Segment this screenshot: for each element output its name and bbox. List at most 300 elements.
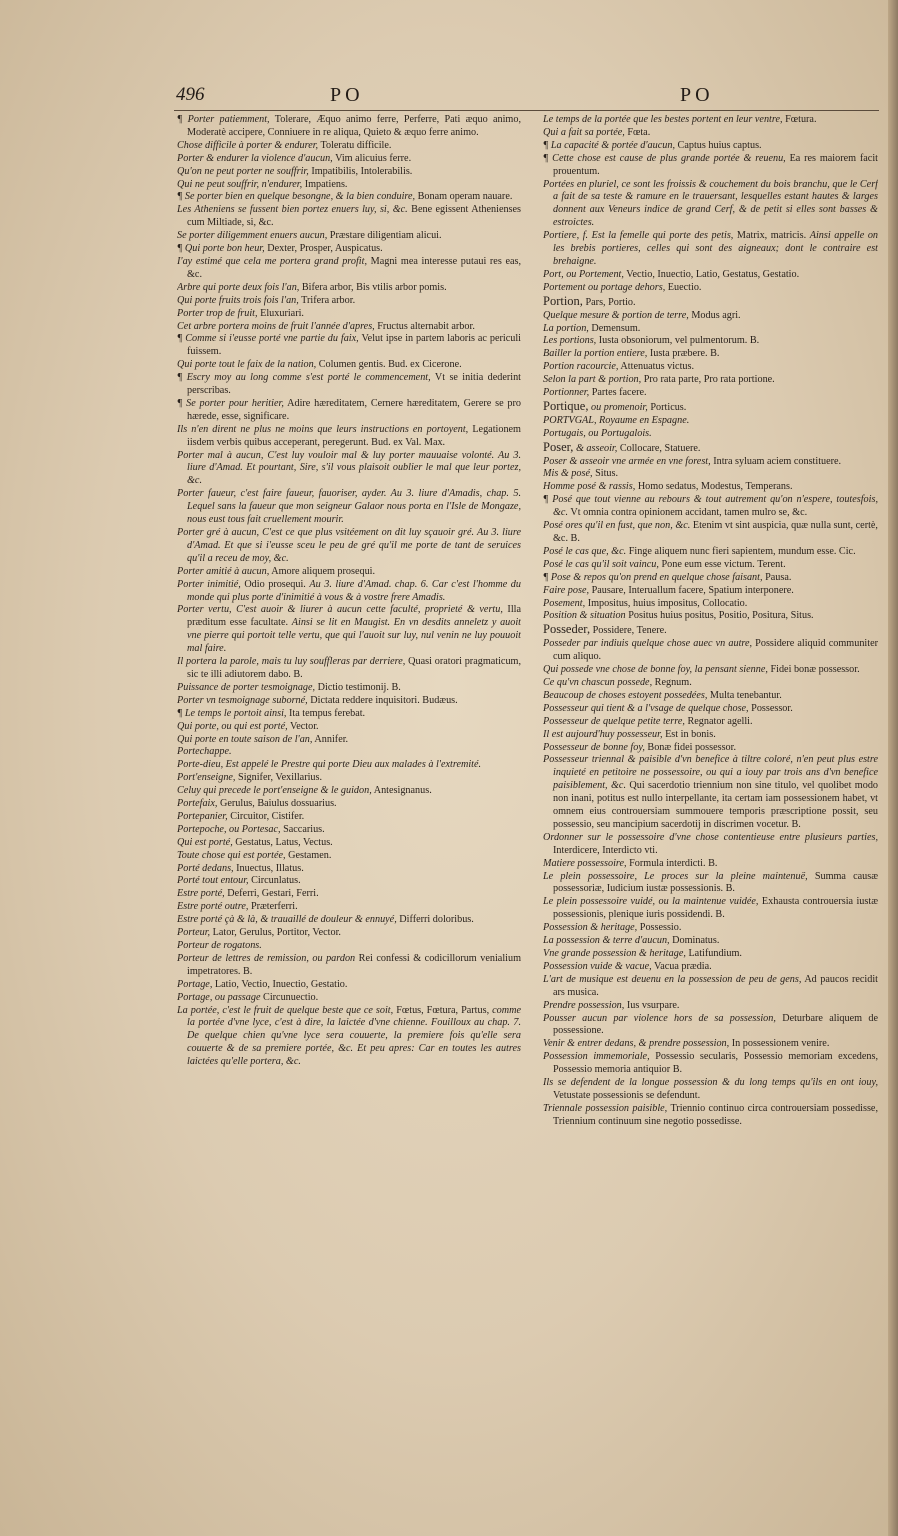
entry-french: Qui porte fruits trois fois l'an,: [177, 294, 299, 306]
dictionary-entry: [177, 708, 521, 721]
dictionary-entry: [177, 695, 521, 708]
dictionary-entry: [543, 295, 878, 310]
dictionary-entry: [177, 992, 521, 1005]
dictionary-entry: [543, 935, 878, 948]
entry-french: Matiere possessoire,: [543, 857, 627, 869]
entry-french: Porter gré à aucun, C'est ce que plus vsitéement on dit luy sçauoir gré. Au 3. liure d'Amad. Et que si i'eusse sceu le peu de gré qu'il me porte de tant de seruices qu'il a receu de moy, &c.: [177, 527, 521, 564]
page-edge: [888, 0, 898, 1536]
entry-latin: Toleratu difficile.: [318, 139, 392, 151]
entry-latin: Fidei bonæ possessor.: [767, 664, 860, 676]
entry-french: Portefaix,: [177, 798, 218, 810]
entry-french: Cet arbre portera moins de fruit l'année d'apres,: [177, 320, 375, 332]
entry-headword: Poser,: [543, 439, 574, 454]
entry-french: Possession & heritage,: [543, 922, 638, 934]
entry-french: Les Atheniens se fussent bien portez enuers luy, si, &c.: [177, 204, 408, 216]
entry-french: Triennale possession paisible,: [543, 1102, 668, 1114]
entry-latin: Gerulus, Baiulus dossuarius.: [217, 798, 337, 810]
entry-latin: Vectio, Inuectio, Latio, Gestatus, Gestatio.: [623, 268, 800, 280]
entry-french: Au 3. liure d'Amad. chap. 6. Car c'est l'homme du monde qui plus porte d'inimitié à vous & à vostre frere Amadis.: [187, 578, 521, 603]
entry-latin: Amore aliquem prosequi.: [269, 565, 376, 577]
entry-headword: Portique,: [543, 398, 589, 413]
entry-latin: Adire hæreditatem, Cernere hæreditatem, Gerere se pro hærede, esse, significare.: [187, 397, 521, 422]
running-head-right: PO: [680, 84, 714, 106]
dictionary-entry: [177, 772, 521, 785]
entry-latin: Ita tempus ferebat.: [286, 707, 366, 719]
entry-latin: Pausa.: [762, 571, 792, 583]
entry-latin: Præstare diligentiam alicui.: [327, 230, 442, 242]
entry-french: Homme posé & rassis,: [543, 481, 636, 493]
entry-french: Puissance de porter tesmoignage,: [177, 681, 316, 693]
dictionary-entry: [177, 424, 521, 450]
entry-latin: Ea res maiorem facit prouentum.: [553, 152, 878, 177]
dictionary-entry: [177, 308, 521, 321]
entry-latin: Exhausta controuersia iustæ possessionis, plenique iuris possidendi. B.: [553, 896, 878, 921]
entry-latin: Est in bonis.: [662, 728, 716, 740]
dictionary-entry: [177, 927, 521, 940]
entry-french: I'ay estimé que cela me portera grand profit,: [177, 255, 368, 267]
entry-latin: Deferri, Gestari, Ferri.: [224, 888, 319, 900]
entry-french: ¶ Escry moy au long comme s'est porté le commencement,: [177, 372, 431, 384]
dictionary-entry: [543, 1051, 878, 1077]
entry-latin: Eluxuriari.: [257, 307, 304, 319]
dictionary-entry: [543, 559, 878, 572]
entry-french: Porteur de rogatons.: [177, 940, 262, 951]
entry-latin: Circunuectio.: [260, 991, 319, 1003]
entry-latin: Vt se initia dederint perscribas.: [187, 372, 521, 397]
entry-french: ¶ Qui porte bon heur,: [177, 243, 265, 255]
dictionary-entry: [543, 716, 878, 729]
dictionary-entry: [177, 230, 521, 243]
entry-french: Portage, ou passage: [177, 991, 261, 1003]
entry-french: Qu'on ne peut porter ne souffrir,: [177, 165, 309, 177]
dictionary-entry: [177, 785, 521, 798]
entry-latin: Illa præditum esse facultate.: [187, 604, 521, 629]
entry-latin: Possessor.: [748, 702, 793, 714]
entry-french: Ainsi se lit en Maugist. En vn desdits anneletz y auoit vne pierre qui portoit telle vertu, que qui l'auoit sur luy, nul venin ne luy pouuoit mal faire.: [187, 617, 521, 655]
dictionary-entry: [177, 179, 521, 192]
dictionary-entry: [543, 282, 878, 295]
entry-latin: Antesignanus.: [371, 785, 432, 797]
entry-french: Beaucoup de choses estoyent possedées,: [543, 689, 708, 701]
dictionary-entry: [177, 604, 521, 656]
entry-french: ¶ La capacité & portée d'aucun,: [543, 139, 675, 151]
entry-latin: Trifera arbor.: [298, 294, 356, 306]
dictionary-entry: [543, 1013, 878, 1039]
dictionary-entry: [177, 721, 521, 734]
entry-french: ¶ Comme si i'eusse porté vne partie du faix,: [177, 333, 359, 345]
entry-french: Port'enseigne,: [177, 772, 236, 784]
dictionary-entry: [543, 428, 878, 441]
entry-latin: In possessionem venire.: [729, 1038, 830, 1050]
entry-french: Prendre possession,: [543, 999, 625, 1011]
entry-latin: Legationem iisdem verbis quibus acceperant, peregerunt. Bud. ex Val. Max.: [187, 423, 521, 448]
running-head-left: PO: [330, 84, 364, 106]
dictionary-entry: [543, 114, 878, 127]
dictionary-entry: [177, 359, 521, 372]
entry-latin: Circuitor, Cistifer.: [227, 810, 305, 822]
dictionary-entry: [543, 481, 878, 494]
entry-latin: Ad paucos recidit ars musica.: [553, 973, 878, 998]
entry-french: Porter vertu, C'est auoir & liurer à aucun cette faculté, proprieté & vertu,: [177, 604, 503, 616]
dictionary-entry: [543, 948, 878, 961]
entry-french: Ainsi appelle on les brebis portieres, celles qui sont des aigneaux; dont le contraire est brehaigne.: [553, 230, 878, 267]
entry-latin: Iusta obsoniorum, vel pulmentorum. B.: [596, 335, 760, 347]
entry-french: Posé ores qu'il en fust, que non, &c.: [543, 520, 691, 532]
entry-french: Porté tout entour,: [177, 875, 249, 887]
dictionary-entry: [543, 754, 878, 831]
entry-french: Possesseur triennal & paisible d'vn benefice à tiltre coloré, n'en peut plus estre inquieté en petitoire ne possessoire, ou qui a iouy par trois ans d'vn benefice paisiblement, &c.: [543, 754, 878, 792]
entry-latin: Formula interdicti. B.: [626, 857, 718, 869]
entry-french: Pousser aucun par violence hors de sa possession,: [543, 1012, 776, 1024]
entry-french: Posé le cas qu'il soit vaincu,: [543, 558, 659, 570]
dictionary-entry: [177, 953, 521, 979]
dictionary-entry: [177, 798, 521, 811]
entry-french: Portepanier,: [177, 810, 228, 822]
entry-latin: Multa tenebantur.: [707, 689, 782, 701]
entry-latin: Dictio testimonij. B.: [315, 681, 401, 693]
dictionary-entry: [543, 1103, 878, 1129]
entry-french: Portechappe.: [177, 746, 232, 758]
entry-french: Porteur,: [177, 927, 211, 939]
entry-french: Qui porte tout le faix de la nation,: [177, 359, 317, 371]
entry-latin: Dexter, Prosper, Auspicatus.: [264, 243, 383, 255]
entry-latin: Saccarius.: [280, 823, 325, 835]
entry-latin: Deturbare aliquem de possessione.: [553, 1012, 878, 1037]
dictionary-entry: [543, 361, 878, 374]
entry-latin: Quasi oratori pragmaticum, sic te illi adiutorem dabo. B.: [187, 656, 521, 680]
dictionary-entry: [543, 598, 878, 611]
entry-latin: Qui sacerdotio triennium non sine titulo, vel quolibet modo non inani, potitus est nullo interpellante, ita certam iam possessionem habet, vt omnem eius controuersiam summouere temporis præscriptione possit, seu possessio, seu mancipium sacerdotij in discrimen vocetur. B.: [553, 780, 878, 830]
entry-french: L'art de musique est deuenu en la possession de peu de gens,: [543, 973, 802, 985]
dictionary-entry: [543, 546, 878, 559]
dictionary-entry: [543, 690, 878, 703]
dictionary-entry: [543, 961, 878, 974]
entry-latin: Impatiens.: [302, 178, 348, 190]
entry-french: Portement ou portage dehors,: [543, 281, 666, 293]
right-column: [543, 114, 878, 1334]
dictionary-entry: [543, 179, 878, 231]
entry-french: Possesseur de bonne foy,: [543, 741, 645, 753]
entry-latin: Bonæ fidei possessor.: [644, 741, 736, 753]
entry-french: Portiere, f. Est la femelle qui porte des petis,: [543, 230, 734, 242]
dictionary-entry: [177, 682, 521, 695]
dictionary-entry: [543, 858, 878, 871]
entry-french: Porteur de lettres de remission, ou pardon: [177, 952, 356, 964]
entry-french: PORTVGAL, Royaume en Espagne.: [543, 414, 690, 426]
entry-latin: Columen gentis. Bud. ex Cicerone.: [316, 359, 462, 371]
entry-french: Possession vuide & vacue,: [543, 960, 652, 972]
entry-french: ¶ Le temps le portoit ainsi,: [177, 707, 287, 719]
dictionary-entry: [177, 811, 521, 824]
entry-latin: Summa causæ possessoriæ, Iudicium iustæ possessionis. B.: [553, 870, 878, 895]
dictionary-entry: [177, 888, 521, 901]
dictionary-entry: [177, 488, 521, 527]
entry-french: Posement,: [543, 597, 586, 609]
dictionary-entry: [177, 824, 521, 837]
entry-french: Quelque mesure & portion de terre,: [543, 309, 689, 321]
entry-latin: Porticus.: [647, 401, 687, 413]
entry-latin: Vacua prædia.: [651, 960, 712, 972]
entry-french: Selon la part & portion,: [543, 374, 642, 386]
entry-french: Possession immemoriale,: [543, 1051, 650, 1063]
entry-french: Ordonner sur le possessoire d'vne chose contentieuse entre plusieurs parties,: [543, 831, 878, 843]
dictionary-entry: [543, 585, 878, 598]
entry-french: Qui est porté,: [177, 836, 233, 848]
left-column: [177, 114, 521, 1344]
entry-french: Port, ou Portement,: [543, 268, 624, 280]
dictionary-entry: [177, 243, 521, 256]
entry-latin: Etenim vt sint auspicia, quæ nulla sunt, certè, &c. B.: [553, 520, 878, 544]
dictionary-entry: [177, 979, 521, 992]
entry-french: Porter amitié à aucun,: [177, 565, 270, 577]
entry-latin: Ius vsurpare.: [624, 999, 680, 1011]
dictionary-entry: [177, 837, 521, 850]
page-header: [0, 84, 898, 110]
entry-french: Qui a fait sa portée,: [543, 126, 625, 138]
entry-french: Ce qu'vn chascun possede,: [543, 676, 653, 688]
dictionary-entry: [543, 441, 878, 456]
entry-latin: Pausare, Interuallum facere, Spatium interponere.: [589, 584, 794, 596]
header-rule: [174, 110, 879, 111]
entry-french: ou promenoir,: [588, 401, 648, 413]
dictionary-entry: [177, 940, 521, 953]
entry-latin: Rei confessi & codicillorum venialium impetratores. B.: [187, 952, 521, 977]
entry-latin: Modus agri.: [688, 309, 741, 321]
entry-french: ¶ Porter patiemment,: [177, 114, 270, 125]
entry-latin: Possidere, Tenere.: [590, 625, 667, 637]
dictionary-entry: [177, 734, 521, 747]
entry-french: Poser & asseoir vne armée en vne forest,: [543, 455, 711, 467]
entry-latin: Bifera arbor, Bis vtilis arbor pomis.: [299, 281, 447, 293]
dictionary-entry: [543, 896, 878, 922]
entry-french: Qui possede vne chose de bonne foy, la pensant sienne,: [543, 664, 768, 676]
entry-french: Estre porté çà & là, & trauaillé de douleur & ennuyé,: [177, 914, 397, 926]
entry-headword: Portion,: [543, 293, 583, 308]
entry-latin: Bonam operam nauare.: [415, 191, 513, 203]
dictionary-entry: [177, 527, 521, 566]
entry-french: Portage,: [177, 978, 213, 990]
dictionary-entry: [177, 901, 521, 914]
dictionary-entry: [543, 335, 878, 348]
entry-french: ¶ Pose & repos qu'on prend en quelque chose faisant,: [543, 571, 763, 583]
entry-latin: Partes facere.: [589, 387, 647, 399]
dictionary-entry: [543, 153, 878, 179]
entry-french: La portion,: [543, 322, 589, 334]
entry-latin: Fœta.: [624, 126, 651, 138]
dictionary-entry: [177, 140, 521, 153]
dictionary-entry: [543, 374, 878, 387]
entry-latin: Interdicere, Interdicto vti.: [553, 844, 658, 856]
entry-french: Portionner,: [543, 387, 590, 399]
entry-french: ¶ Cette chose est cause de plus grande portée & reuenu,: [543, 152, 786, 164]
dictionary-entry: [177, 153, 521, 166]
entry-latin: Dominatus.: [669, 935, 720, 947]
dictionary-entry: [543, 387, 878, 400]
entry-french: Ils se defendent de la longue possession & du long temps qu'ils en ont iouy,: [543, 1077, 878, 1089]
entry-latin: Attenuatus victus.: [618, 361, 695, 373]
entry-latin: Magni mea interesse putaui res eas, &c.: [187, 255, 521, 280]
entry-latin: Collocare, Statuere.: [617, 442, 701, 454]
dictionary-entry: [543, 572, 878, 585]
entry-latin: Matrix, matricis.: [733, 230, 810, 242]
entry-latin: Intra syluam aciem constituere.: [710, 455, 842, 467]
entry-french: La portée, c'est le fruit de quelque beste que ce soit,: [177, 1004, 394, 1016]
dictionary-entry: [177, 759, 521, 772]
entry-french: Arbre qui porte deux fois l'an,: [177, 281, 300, 293]
entry-latin: Inuectus, Illatus.: [233, 862, 304, 874]
entry-latin: Fructus alternabit arbor.: [374, 320, 475, 332]
entry-french: Porter mal à aucun, C'est luy vouloir mal & luy porter mauuaise volonté. Au 3. liure d'Amad. Et pourtant, Sire, s'il vous plaisoit oublier le mal que leur portez, &c.: [177, 449, 521, 487]
dictionary-entry: [543, 638, 878, 664]
dictionary-entry: [543, 832, 878, 858]
dictionary-entry: [177, 450, 521, 489]
entry-latin: Vetustate possessionis se defendunt.: [553, 1089, 701, 1101]
entry-latin: Pro rata parte, Pro rata portione.: [641, 374, 775, 386]
entry-french: Porter & endurer la violence d'aucun,: [177, 152, 333, 164]
entry-latin: Annifer.: [312, 733, 349, 745]
entry-french: Porter faueur, c'est faire faueur, fauoriser, ayder. Au 3. liure d'Amadis, chap. 5. Lequel sans la faueur que mon seigneur Galaor nous porta en l'Isle de Mongaze, nous eust tous fait cruellement mourir.: [177, 488, 521, 526]
entry-french: Le plein possessoire, Le proces sur la pleine maintenuë,: [543, 870, 808, 882]
dictionary-entry: [177, 191, 521, 204]
dictionary-entry: [177, 333, 521, 359]
entry-latin: Pars, Portio.: [582, 296, 636, 308]
entry-latin: Vector.: [287, 720, 319, 732]
entry-latin: Finge aliquem nunc fieri sapientem, mundum esse. Cic.: [626, 545, 856, 557]
entry-latin: Pone eum esse victum. Terent.: [658, 558, 786, 570]
entry-latin: Dictata reddere inquisitori. Budæus.: [307, 694, 458, 706]
dictionary-entry: [543, 127, 878, 140]
entry-latin: Demensum.: [588, 322, 641, 334]
dictionary-entry: [177, 295, 521, 308]
dictionary-entry: [177, 746, 521, 759]
dictionary-entry: [543, 415, 878, 428]
entry-french: Venir & entrer dedans, & prendre possession,: [543, 1038, 730, 1050]
entry-french: Porte-dieu, Est appelé le Prestre qui porte Dieu aux malades à l'extremité.: [177, 759, 482, 771]
dictionary-entry: [177, 256, 521, 282]
entry-latin: Gestamen.: [285, 849, 332, 861]
entry-latin: Homo sedatus, Modestus, Temperans.: [635, 481, 793, 493]
entry-french: Possesseur de quelque petite terre,: [543, 715, 685, 727]
entry-latin: Latifundium.: [685, 948, 742, 959]
entry-french: Ils n'en dirent ne plus ne moins que leurs instructions en portoyent,: [177, 423, 469, 435]
entry-french: ¶ Se porter bien en quelque besongne, & la bien conduire,: [177, 191, 416, 203]
entry-french: Les portions,: [543, 335, 597, 347]
dictionary-entry: [543, 922, 878, 935]
entry-latin: Circunlatus.: [248, 875, 301, 887]
dictionary-entry: [543, 468, 878, 481]
dictionary-entry: [177, 114, 521, 140]
entry-latin: Impositus, huius impositus, Collocatio.: [585, 597, 748, 609]
dictionary-entry: [177, 863, 521, 876]
entry-latin: Fœtus, Fœtura, Partus,: [393, 1004, 493, 1016]
dictionary-entry: [543, 729, 878, 742]
dictionary-entry: [177, 850, 521, 863]
dictionary-entry: [543, 140, 878, 153]
dictionary-entry: [543, 610, 878, 623]
entry-french: Portugais, ou Portugalois.: [543, 427, 652, 439]
entry-french: Se porter diligemment enuers aucun,: [177, 230, 328, 242]
dictionary-entry: [543, 677, 878, 690]
entry-french: Posseder par indiuis quelque chose auec vn autre,: [543, 638, 753, 650]
entry-french: Possesseur qui tient & a l'vsage de quelque chose,: [543, 702, 749, 714]
entry-french: Portion racourcie,: [543, 361, 619, 373]
dictionary-entry: [177, 914, 521, 927]
entry-latin: Odio prosequi.: [240, 578, 310, 590]
dictionary-entry: [543, 742, 878, 755]
entry-latin: Tolerare, Æquo animo ferre, Perferre, Pati æquo animo, Moderatè accipere, Conniuere in re aliqua, Quieto & æquo ferre animo.: [187, 114, 521, 138]
entry-french: Le temps de la portée que les bestes portent en leur ventre,: [543, 114, 783, 125]
entry-latin: Impatibilis, Intolerabilis.: [308, 165, 413, 177]
entry-french: Estre porté outre,: [177, 901, 249, 913]
dictionary-entry: [177, 875, 521, 888]
entry-french: Posé le cas que, &c.: [543, 545, 627, 557]
entry-latin: Lator, Gerulus, Portitor, Vector.: [210, 927, 341, 939]
entry-latin: Triennio continuo circa controuersiam possedisse, Triennium continuum sine negotio possedisse.: [553, 1102, 878, 1127]
entry-french: Portées en pluriel, ce sont les froissis & couchement du bois branchu, que le Cerf a fait de sa teste & ramure en le trauersant, lesquelles estant hautes & larges donnent aux Veneurs indice de grand Cerf, & de petit si elles sont basses & estroictes.: [543, 178, 878, 229]
entry-french: Mis & posé,: [543, 468, 593, 480]
entry-french: Chose difficile à porter & endurer,: [177, 139, 319, 151]
entry-latin: Vt omnia contra opinionem accidant, tamen mulro se, &c.: [568, 507, 808, 519]
dictionary-entry: [177, 398, 521, 424]
dictionary-entry: [543, 1038, 878, 1051]
dictionary-entry: [543, 230, 878, 269]
entry-french: Faire pose,: [543, 584, 590, 596]
dictionary-entry: [177, 656, 521, 682]
dictionary-entry: [543, 310, 878, 323]
dictionary-entry: [177, 372, 521, 398]
dictionary-entry: [177, 1005, 521, 1070]
dictionary-entry: [177, 282, 521, 295]
dictionary-entry: [177, 579, 521, 605]
entry-french: Qui porte, ou qui est porté,: [177, 720, 288, 732]
entry-latin: Regnum.: [652, 676, 692, 688]
entry-latin: Bene egissent Athenienses cum Miltiade, si, &c.: [187, 204, 521, 229]
entry-latin: Iusta præbere. B.: [647, 348, 720, 360]
dictionary-entry: [543, 348, 878, 361]
entry-french: Porter vn tesmoignage suborné,: [177, 694, 308, 706]
entry-latin: Possessio.: [637, 922, 682, 934]
dictionary-entry: [543, 456, 878, 469]
dictionary-entry: [177, 566, 521, 579]
entry-french: Toute chose qui est portée,: [177, 849, 286, 861]
dictionary-entry: [543, 703, 878, 716]
entry-french: Porté dedans,: [177, 862, 234, 874]
entry-latin: Latio, Vectio, Inuectio, Gestatio.: [212, 978, 348, 990]
dictionary-entry: [543, 269, 878, 282]
entry-french: Qui ne peut souffrir, n'endurer,: [177, 178, 303, 190]
dictionary-entry: [177, 204, 521, 230]
dictionary-entry: [543, 323, 878, 336]
entry-french: Vne grande possession & heritage,: [543, 948, 686, 959]
entry-french: Qui porte en toute saison de l'an,: [177, 733, 313, 745]
entry-latin: Situs.: [592, 468, 619, 480]
entry-french: Estre porté,: [177, 888, 225, 900]
dictionary-entry: [543, 494, 878, 520]
entry-latin: Positus huius positus, Positio, Positura, Situs.: [625, 610, 814, 622]
entry-french: Portepoche, ou Portesac,: [177, 823, 281, 835]
dictionary-entry: [543, 871, 878, 897]
entry-french: Celuy qui precede le port'enseigne & le guidon,: [177, 785, 372, 797]
entry-french: ¶ Posé que tout vienne au rebours & tout autrement qu'on n'espere, toutesfois, &c.: [543, 494, 878, 519]
dictionary-entry: [543, 1000, 878, 1013]
entry-latin: Possessio secularis, Possessio memoriam excedens, Possessio memoria antiquior B.: [553, 1051, 878, 1076]
dictionary-entry: [543, 623, 878, 638]
dictionary-entry: [543, 1077, 878, 1103]
entry-latin: Differri doloribus.: [396, 914, 474, 926]
entry-latin: Signifer, Vexillarius.: [235, 772, 323, 784]
dictionary-entry: [177, 321, 521, 334]
entry-french: Porter trop de fruit,: [177, 307, 258, 319]
